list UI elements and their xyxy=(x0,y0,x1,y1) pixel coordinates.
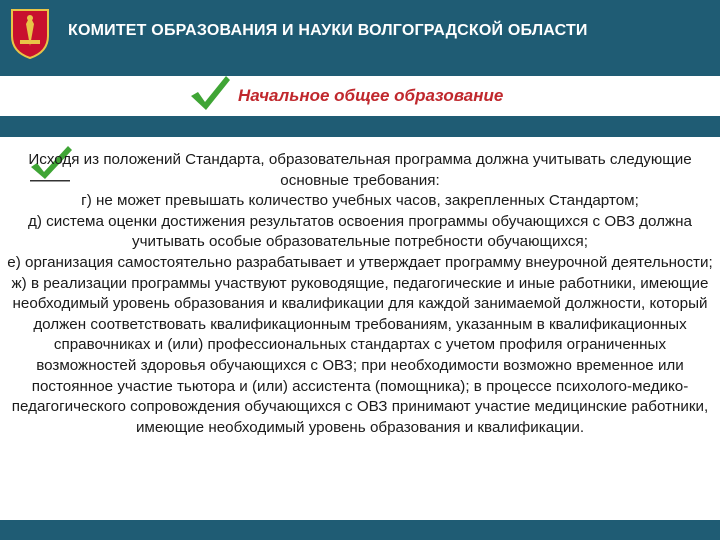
page-title: КОМИТЕТ ОБРАЗОВАНИЯ И НАУКИ ВОЛГОГРАДСКОЙ ОБЛАСТИ xyxy=(68,22,588,39)
coat-of-arms-icon xyxy=(8,6,52,60)
paragraph-d: д) система оценки достижения результатов освоения программы обучающихся с ОВЗ должна учитывать особые образовательные потребности обучающихся; xyxy=(28,212,692,251)
checkmark-icon xyxy=(188,70,232,114)
paragraph-zh: ж) в реализации программы участвуют руководящие, педагогические и иные работники, имеющие необходимый уровень образования и квалификации для каждой занимаемой должности, который должен соответствовать квалификационным требованиям, указанным в квалификационных справочниках и (или) профессиональных стандартах с учетом профиля ограниченных возможностей здоровья обучающихся с ОВЗ; при необходимости возможно временное или постоянное участие тьютора и (или) ассистента (помощника); в процессе психолого-медико-педагогического сопровождения обучающихся с ОВЗ принимают участие медицинские работники, имеющие необходимый уровень образования и квалификации. xyxy=(11,274,709,436)
divider-band-middle xyxy=(0,116,720,137)
paragraph-g: г) не может превышать количество учебных часов, закрепленных Стандартом; xyxy=(81,192,639,210)
paragraph-e: е) организация самостоятельно разрабатывает и утверждает программу внеурочной деятельности; xyxy=(7,253,713,271)
requirements-text xyxy=(6,150,714,438)
section-subtitle: Начальное общее образование xyxy=(238,86,504,105)
lead-paragraph: Исходя из положений Стандарта, образовательная программа должна учитывать следующие основные требования: xyxy=(28,151,692,189)
header-bar xyxy=(0,0,720,70)
footer-band xyxy=(0,520,720,540)
